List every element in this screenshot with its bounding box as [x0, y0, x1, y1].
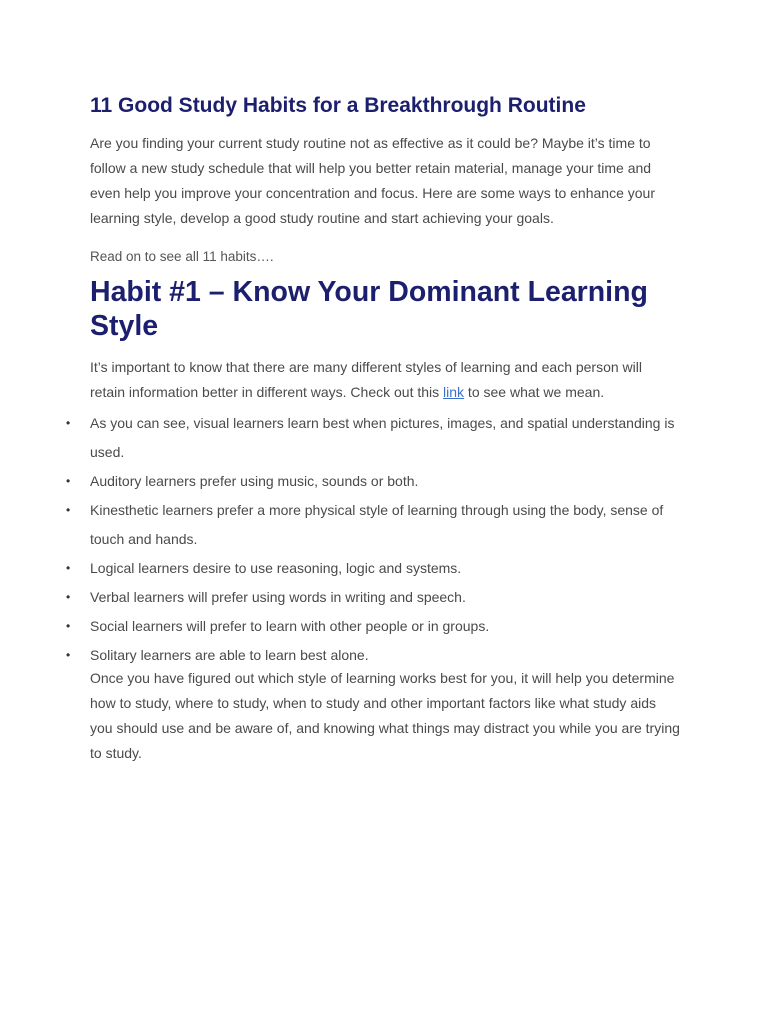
- habit-1-closing: Once you have figured out which style of learning works best for you, it will help you determine how to study, where to study, when to study and other important factors like what study aids you should use and be aware of, and knowing what things may distract you while you are trying to study.: [90, 670, 680, 761]
- list-item-text: Verbal learners will prefer using words in writing and speech.: [90, 589, 466, 605]
- bullet-icon: •: [66, 503, 71, 517]
- list-item: [66, 583, 690, 612]
- habit-1-intro: [90, 355, 680, 405]
- habit-1-intro-text-end: to see what we mean.: [464, 384, 605, 400]
- list-item: [66, 554, 690, 583]
- list-item: [66, 641, 690, 670]
- read-on-text: Read on to see all 11 habits….: [90, 249, 274, 264]
- list-item-text: As you can see, visual learners learn best when pictures, images, and spatial understanding is used.: [90, 415, 675, 460]
- bullet-icon: •: [66, 590, 71, 604]
- list-item-text: Social learners will prefer to learn with other people or in groups.: [90, 618, 490, 634]
- learning-styles-link[interactable]: link: [443, 384, 465, 400]
- learning-styles-list: [66, 409, 690, 670]
- bullet-icon: •: [66, 561, 71, 575]
- list-item-text: Auditory learners prefer using music, sounds or both.: [90, 473, 419, 489]
- bullet-icon: •: [66, 416, 71, 430]
- list-item: [66, 409, 690, 467]
- bullet-icon: •: [66, 619, 71, 633]
- habit-1-heading: Habit #1 – Know Your Dominant Learning Style: [90, 276, 648, 342]
- list-item-text: Logical learners desire to use reasoning, logic and systems.: [90, 560, 462, 576]
- list-item: [66, 612, 690, 641]
- article-body: [66, 92, 690, 766]
- intro-paragraph: Are you finding your current study routine not as effective as it could be? Maybe it’s time to follow a new study schedule that will help you better retain material, manage your time and even help you improve your concentration and focus. Here are some ways to enhance your learning style, develop a good study routine and start achieving your goals.: [90, 135, 655, 226]
- habit-1-intro-text: It’s important to know that there are many different styles of learning and each person will retain information better in different ways. Check out this: [90, 359, 643, 400]
- list-item: [66, 467, 690, 496]
- list-item-text: Solitary learners are able to learn best alone.: [90, 647, 369, 663]
- bullet-icon: •: [66, 648, 71, 662]
- bullet-icon: •: [66, 474, 71, 488]
- list-item: [66, 496, 690, 554]
- article-title: 11 Good Study Habits for a Breakthrough Routine: [90, 94, 586, 117]
- list-item-text: Kinesthetic learners prefer a more physical style of learning through using the body, sense of touch and hands.: [90, 502, 664, 547]
